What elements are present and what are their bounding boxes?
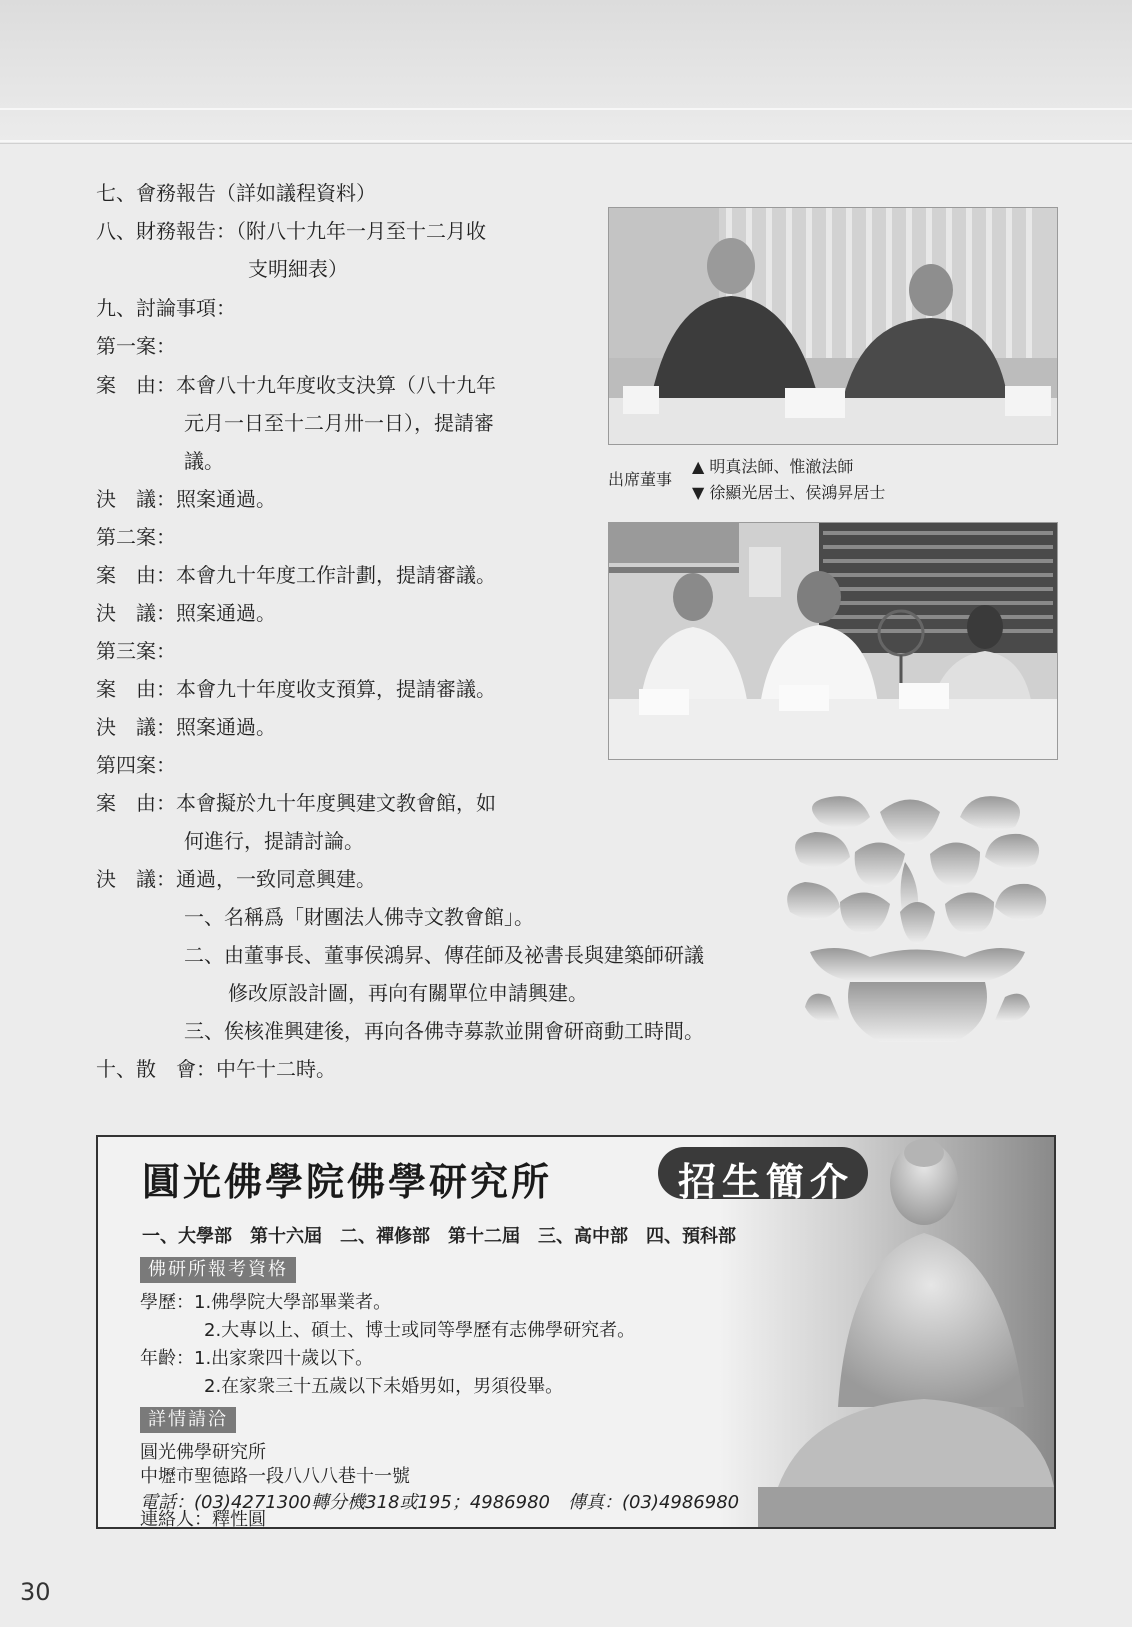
- case-4-reason-cont: 何進行，提請討論。: [184, 829, 364, 853]
- caption-up-names: 明真法師、惟澈法師: [709, 457, 854, 476]
- case-3-resolution: 決 議：照案通過。: [96, 715, 276, 739]
- case-1-resolution: 決 議：照案通過。: [96, 487, 276, 511]
- resolution-sub-2-cont: 修改原設計圖，再向有關單位申請興建。: [228, 981, 588, 1005]
- case-2-reason: 案 由：本會九十年度工作計劃，提請審議。: [96, 563, 496, 587]
- page-number: 30: [20, 1578, 51, 1606]
- resolution-sub-1: 一、名稱爲「財團法人佛寺文教會館」。: [184, 905, 534, 929]
- resolution-sub-2: 二、由董事長、董事侯鴻昇、傳荏師及祕書長與建築師研議: [184, 943, 704, 967]
- contact-person: 連絡人：釋性圓: [140, 1509, 266, 1529]
- minutes-item-8-cont: 支明細表）: [248, 257, 348, 281]
- photo-laypeople: [608, 522, 1058, 760]
- case-1-reason-cont: 議。: [184, 449, 224, 473]
- qualification-education-2: 2.大專以上、碩士、博士或同等學歷有志佛學研究者。: [204, 1320, 636, 1341]
- contact-heading: 詳情請洽: [140, 1407, 236, 1433]
- photo-laypeople-illustration: [609, 523, 1057, 759]
- lotus-vase-illustration: [780, 792, 1055, 1050]
- qualification-heading: 佛研所報考資格: [140, 1257, 296, 1283]
- ad-subtitle: 招生簡介: [678, 1159, 855, 1204]
- ad-departments: 一、大學部 第十六屆 二、禪修部 第十二屆 三、高中部 四、預科部: [142, 1226, 736, 1247]
- case-3-reason: 案 由：本會九十年度收支預算，提請審議。: [96, 677, 496, 701]
- case-1-heading: 第一案：: [96, 334, 176, 358]
- triangle-down-icon: ▼: [692, 483, 705, 502]
- case-4-reason: 案 由：本會擬於九十年度興建文教會館，如: [96, 791, 496, 815]
- minutes-item-7: 七、會務報告（詳如議程資料）: [96, 181, 376, 205]
- qualification-age-1: 年齡：1.出家衆四十歲以下。: [140, 1348, 374, 1369]
- case-4-heading: 第四案：: [96, 753, 176, 777]
- contact-phone: 電話：(03)4271300轉分機318或195；4986980 傳真：(03)4986980: [140, 1492, 740, 1513]
- caption-down-names: 徐顯光居士、侯鴻昇居士: [709, 483, 886, 502]
- qualification-age-2: 2.在家衆三十五歲以下未婚男如，男須役畢。: [204, 1376, 564, 1397]
- ad-title: 圓光佛學院佛學研究所: [142, 1159, 553, 1204]
- case-2-resolution: 決 議：照案通過。: [96, 601, 276, 625]
- triangle-up-icon: ▲: [692, 457, 705, 476]
- contact-organization: 圓光佛學研究所: [140, 1442, 266, 1463]
- case-3-heading: 第三案：: [96, 639, 176, 663]
- qualification-education-1: 學歷：1.佛學院大學部畢業者。: [140, 1292, 392, 1313]
- admission-ad: [96, 1135, 1056, 1529]
- contact-address: 中壢市聖德路一段八八八巷十一號: [140, 1466, 410, 1487]
- minutes-item-9: 九、討論事項：: [96, 296, 236, 320]
- minutes-item-10: 十、散 會：中午十二時。: [96, 1057, 336, 1081]
- resolution-sub-3: 三、俟核准興建後，再向各佛寺募款並開會研商動工時間。: [184, 1019, 704, 1043]
- case-4-resolution: 決 議：通過，一致同意興建。: [96, 867, 376, 891]
- minutes-item-8: 八、財務報告：（附八十九年一月至十二月收: [96, 219, 486, 243]
- photo-monks: [608, 207, 1058, 445]
- photo-caption-down: [692, 481, 885, 505]
- photo-monks-illustration: [609, 208, 1057, 444]
- case-1-reason-cont: 元月一日至十二月卅一日），提請審: [184, 411, 494, 435]
- case-1-reason: 案 由：本會八十九年度收支決算（八十九年: [96, 373, 496, 397]
- photo-caption-label: 出席董事: [608, 470, 673, 489]
- case-2-heading: 第二案：: [96, 525, 176, 549]
- photo-caption-up: [692, 455, 853, 479]
